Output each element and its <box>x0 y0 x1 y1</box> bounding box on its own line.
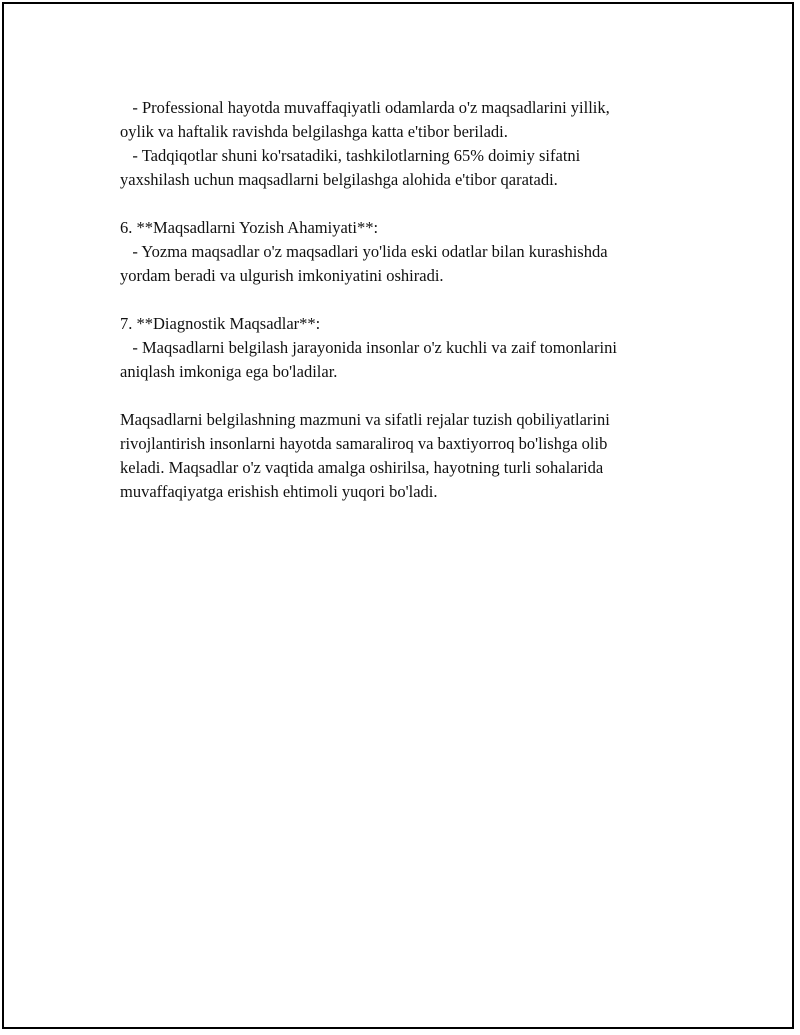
bullet-professional-line-1: - Professional hayotda muvaffaqiyatli odamlarda o'z maqsadlarini yillik, <box>120 98 610 117</box>
blank-line <box>120 288 690 312</box>
section-7-heading: 7. **Diagnostik Maqsadlar**: <box>120 314 321 333</box>
conclusion-line-1: Maqsadlarni belgilashning mazmuni va sifatli rejalar tuzish qobiliyatlarini <box>120 410 610 429</box>
section-7-bullet-line-1: - Maqsadlarni belgilash jarayonida insonlar o'z kuchli va zaif tomonlarini <box>120 338 617 357</box>
bullet-research-line-2: yaxshilash uchun maqsadlarni belgilashga alohida e'tibor qaratadi. <box>120 170 558 189</box>
section-6-heading: 6. **Maqsadlarni Yozish Ahamiyati**: <box>120 218 379 237</box>
section-7-bullet-line-2: aniqlash imkoniga ega bo'ladilar. <box>120 362 338 381</box>
conclusion-line-4: muvaffaqiyatga erishish ehtimoli yuqori bo'ladi. <box>120 482 438 501</box>
document-page <box>2 2 794 1029</box>
section-6-bullet-line-1: - Yozma maqsadlar o'z maqsadlari yo'lida eski odatlar bilan kurashishda <box>120 242 608 261</box>
blank-line <box>120 192 690 216</box>
bullet-research-line-1: - Tadqiqotlar shuni ko'rsatadiki, tashkilotlarning 65% doimiy sifatni <box>120 146 581 165</box>
document-body <box>120 96 690 504</box>
bullet-professional-line-2: oylik va haftalik ravishda belgilashga katta e'tibor beriladi. <box>120 122 508 141</box>
conclusion-line-3: keladi. Maqsadlar o'z vaqtida amalga oshirilsa, hayotning turli sohalarida <box>120 458 604 477</box>
blank-line <box>120 384 690 408</box>
conclusion-line-2: rivojlantirish insonlarni hayotda samaraliroq va baxtiyorroq bo'lishga olib <box>120 434 608 453</box>
section-6-bullet-line-2: yordam beradi va ulgurish imkoniyatini oshiradi. <box>120 266 444 285</box>
